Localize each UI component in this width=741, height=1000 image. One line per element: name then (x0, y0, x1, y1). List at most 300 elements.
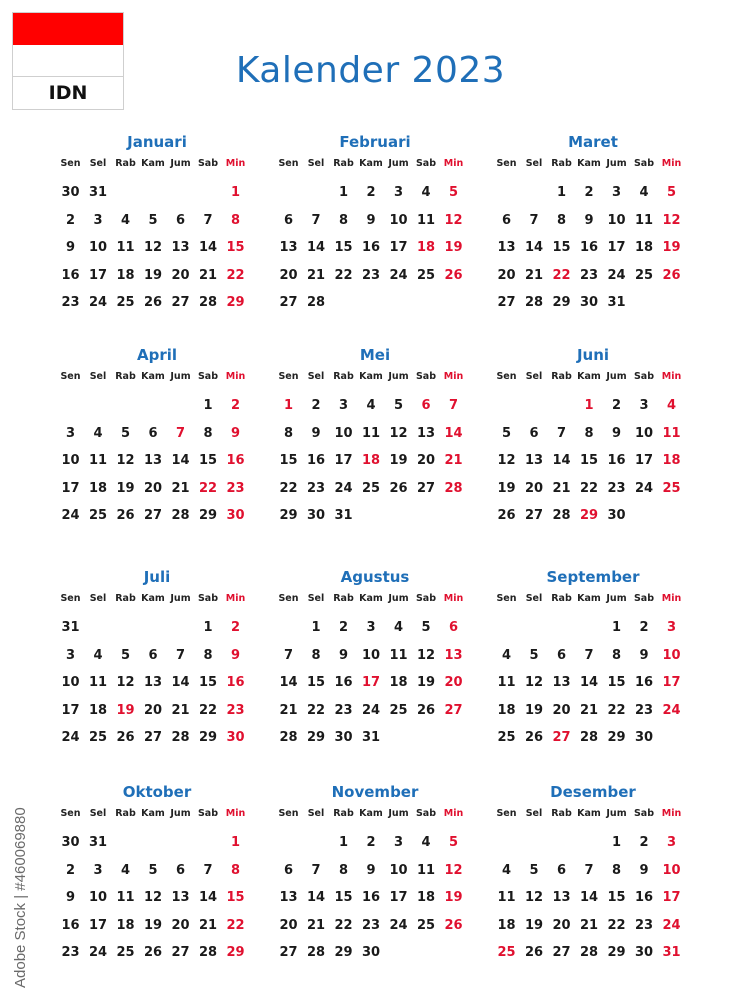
holiday-day: 7 (175, 425, 186, 441)
calendar-day: 27 (171, 295, 190, 311)
calendar-day: 7 (556, 425, 567, 441)
weekday-header: Jum (388, 158, 409, 169)
calendar-day: 8 (203, 425, 213, 441)
calendar-day: 7 (584, 647, 594, 663)
calendar-day: 18 (497, 917, 516, 933)
calendar-day: 16 (634, 675, 654, 691)
calendar-day: 15 (552, 240, 571, 256)
calendar-day: 8 (584, 425, 594, 441)
month-name: Maret (568, 133, 618, 151)
calendar-day: 2 (65, 212, 76, 228)
calendar-day: 17 (607, 240, 626, 256)
calendar-day: 20 (524, 480, 544, 496)
holiday-day: 17 (662, 890, 681, 906)
calendar-day: 11 (88, 453, 108, 469)
calendar-day: 23 (61, 945, 80, 961)
weekday-header: Jum (606, 808, 627, 819)
calendar-day: 13 (524, 453, 544, 469)
calendar-day: 4 (501, 647, 512, 663)
calendar-day: 20 (171, 917, 190, 933)
flag-red-stripe (13, 13, 123, 45)
weekday-header: Jum (170, 371, 191, 382)
calendar-day: 8 (338, 212, 349, 228)
calendar-day: 14 (524, 240, 544, 256)
calendar-day: 8 (283, 425, 294, 441)
calendar-day: 16 (634, 890, 654, 906)
holiday-day: 19 (116, 702, 135, 718)
calendar-day: 16 (607, 453, 626, 469)
calendar-day: 26 (143, 295, 163, 311)
calendar-day: 24 (61, 508, 80, 524)
calendar-day: 8 (556, 212, 567, 228)
calendar-day: 9 (65, 240, 76, 256)
calendar-day: 7 (529, 212, 539, 228)
holiday-day: 25 (662, 480, 681, 496)
calendar-day: 8 (611, 862, 622, 878)
weekday-header: Sab (415, 158, 437, 169)
calendar-day: 16 (361, 240, 381, 256)
holiday-day: 9 (230, 425, 241, 441)
calendar-day: 5 (529, 647, 539, 663)
weekday-header: Sab (197, 371, 219, 382)
calendar-day: 18 (116, 917, 135, 933)
calendar-day: 2 (338, 620, 349, 635)
weekday-header: Rab (115, 808, 136, 819)
calendar-day: 11 (634, 212, 654, 228)
calendar-day: 26 (524, 730, 544, 746)
holiday-day: 13 (444, 647, 463, 663)
calendar-day: 10 (389, 862, 408, 878)
calendar-day: 17 (334, 453, 353, 469)
calendar-day: 26 (389, 480, 408, 496)
calendar-day: 4 (120, 212, 131, 228)
month-name: Januari (127, 133, 187, 151)
calendar-day: 20 (552, 702, 571, 718)
weekday-header: Sen (496, 158, 517, 169)
calendar-day: 28 (306, 295, 326, 311)
calendar-day: 17 (634, 453, 654, 469)
holiday-day: 16 (226, 675, 245, 691)
calendar-day: 29 (552, 295, 571, 311)
calendar-day: 9 (366, 212, 376, 228)
calendar-day: 3 (93, 212, 103, 228)
calendar-day: 4 (421, 835, 431, 850)
calendar-day: 20 (171, 267, 190, 283)
calendar-day: 17 (88, 267, 108, 283)
holiday-day: 29 (579, 508, 599, 524)
calendar-day: 29 (279, 508, 298, 524)
calendar-day: 14 (579, 675, 599, 691)
holiday-day: 22 (226, 267, 245, 283)
calendar-day: 28 (552, 508, 571, 524)
weekday-header: Jum (170, 158, 191, 169)
weekday-header: Sen (278, 593, 299, 604)
calendar-day: 6 (283, 862, 294, 878)
calendar-day: 20 (416, 453, 436, 469)
calendar-day: 23 (579, 267, 599, 283)
calendar-day: 11 (389, 647, 408, 663)
weekday-header: Jum (170, 593, 191, 604)
calendar-day: 20 (279, 267, 298, 283)
calendar-day: 20 (143, 480, 163, 496)
month-name: November (331, 783, 419, 801)
calendar-day: 31 (607, 295, 626, 311)
calendar-day: 18 (634, 240, 654, 256)
calendar-day: 10 (634, 425, 654, 441)
calendar-day: 23 (634, 702, 654, 718)
calendar-day: 29 (607, 945, 626, 961)
calendar-day: 14 (171, 453, 190, 469)
calendar-day: 6 (529, 425, 539, 441)
calendar-day: 17 (389, 240, 408, 256)
calendar-day: 27 (497, 295, 516, 311)
month-name: Oktober (122, 783, 192, 801)
calendar-day: 29 (198, 508, 218, 524)
calendar-day: 27 (552, 945, 571, 961)
weekday-header: Sel (89, 593, 107, 604)
weekday-header: Sen (496, 808, 517, 819)
weekday-header: Sen (496, 371, 517, 382)
holiday-day: 20 (444, 675, 463, 691)
calendar-day: 24 (88, 945, 108, 961)
calendar-day: 21 (524, 267, 544, 283)
calendar-day: 28 (579, 945, 599, 961)
calendar-day: 5 (120, 647, 131, 663)
calendar-day: 2 (611, 398, 622, 413)
calendar-day: 5 (393, 398, 404, 413)
calendar-day: 7 (203, 862, 213, 878)
calendar-day: 27 (143, 730, 163, 746)
calendar-day: 11 (416, 862, 436, 878)
calendar-day: 15 (198, 453, 218, 469)
calendar-day: 6 (283, 212, 294, 228)
calendar-day: 23 (306, 480, 326, 496)
weekday-header: Rab (333, 808, 354, 819)
month-name: Juli (143, 568, 171, 586)
holiday-day: 19 (662, 240, 681, 256)
calendar-day: 3 (93, 862, 103, 878)
weekday-header: Sel (525, 158, 543, 169)
calendar-day: 10 (607, 212, 626, 228)
calendar-day: 4 (639, 185, 649, 200)
calendar-day: 12 (143, 240, 163, 256)
holiday-day: 15 (226, 890, 245, 906)
calendar-day: 27 (171, 945, 190, 961)
calendar-day: 2 (311, 398, 321, 413)
weekday-header: Kam (141, 593, 165, 604)
holiday-day: 5 (448, 185, 459, 200)
calendar-day: 17 (88, 917, 108, 933)
holiday-day: 1 (283, 398, 294, 413)
holiday-day: 26 (662, 267, 681, 283)
weekday-header: Sel (89, 158, 107, 169)
weekday-header: Min (661, 371, 682, 382)
weekday-header: Rab (115, 371, 136, 382)
weekday-header: Sen (60, 158, 81, 169)
weekday-header: Sab (633, 371, 655, 382)
holiday-day: 19 (444, 890, 463, 906)
month-name: Mei (359, 346, 391, 364)
calendar-day: 9 (611, 425, 622, 441)
calendar-day: 6 (501, 212, 512, 228)
calendar-day: 31 (361, 730, 381, 746)
calendar-day: 25 (416, 917, 436, 933)
calendar-day: 8 (203, 647, 213, 663)
calendar-day: 13 (171, 240, 190, 256)
calendar-day: 23 (634, 917, 654, 933)
calendar-day: 6 (556, 647, 567, 663)
weekday-header: Min (661, 808, 682, 819)
calendar-day: 19 (524, 702, 544, 718)
calendar-day: 2 (584, 185, 594, 200)
weekday-header: Sen (278, 808, 299, 819)
calendar-day: 11 (497, 675, 516, 691)
weekday-header: Jum (388, 371, 409, 382)
weekday-header: Min (443, 371, 464, 382)
holiday-day: 5 (666, 185, 677, 200)
calendar-day: 1 (556, 185, 567, 200)
calendar-day: 5 (120, 425, 131, 441)
calendar-day: 23 (61, 295, 80, 311)
weekday-header: Kam (141, 371, 165, 382)
calendar-day: 7 (175, 647, 186, 663)
weekday-header: Rab (551, 158, 572, 169)
calendar-day: 5 (148, 212, 158, 228)
weekday-header: Sel (307, 371, 325, 382)
calendar-day: 30 (61, 835, 80, 850)
holiday-day: 22 (198, 480, 218, 496)
holiday-day: 1 (230, 835, 241, 850)
calendar-day: 30 (361, 945, 381, 961)
holiday-day: 24 (662, 917, 681, 933)
weekday-header: Sel (307, 808, 325, 819)
calendar-day: 9 (584, 212, 594, 228)
weekday-header: Sel (89, 808, 107, 819)
calendar-day: 24 (389, 917, 408, 933)
weekday-header: Min (443, 593, 464, 604)
calendar-day: 14 (198, 240, 218, 256)
calendar-day: 18 (116, 267, 135, 283)
holiday-day: 22 (552, 267, 571, 283)
calendar-day: 3 (639, 398, 649, 413)
calendar-day: 31 (334, 508, 353, 524)
calendar-day: 21 (171, 480, 190, 496)
holiday-day: 18 (416, 240, 436, 256)
weekday-header: Sen (278, 158, 299, 169)
holiday-day: 28 (444, 480, 463, 496)
calendar-day: 2 (639, 620, 649, 635)
weekday-header: Min (225, 593, 246, 604)
holiday-day: 29 (226, 295, 245, 311)
calendar-day: 22 (198, 702, 218, 718)
holiday-day: 10 (662, 862, 681, 878)
calendar-day: 12 (416, 647, 436, 663)
calendar-day: 28 (524, 295, 544, 311)
calendar-day: 22 (607, 702, 626, 718)
holiday-day: 31 (662, 945, 681, 961)
calendar-day: 15 (306, 675, 326, 691)
calendar-day: 11 (497, 890, 516, 906)
calendar-day: 4 (120, 862, 131, 878)
weekday-header: Sab (415, 808, 437, 819)
holiday-day: 27 (552, 730, 571, 746)
weekday-header: Min (225, 808, 246, 819)
holiday-day: 1 (584, 398, 594, 413)
holiday-day: 22 (226, 917, 245, 933)
calendar-day: 29 (607, 730, 626, 746)
holiday-day: 3 (666, 835, 677, 850)
weekday-header: Sen (496, 593, 517, 604)
calendar-day: 1 (611, 835, 622, 850)
calendar-day: 22 (334, 267, 353, 283)
calendar-day: 24 (334, 480, 353, 496)
calendar-day: 24 (389, 267, 408, 283)
calendar-day: 11 (116, 240, 135, 256)
calendar-day: 22 (334, 917, 353, 933)
calendar-day: 3 (611, 185, 622, 200)
weekday-header: Jum (170, 808, 191, 819)
holiday-day: 16 (226, 453, 245, 469)
calendar-day: 7 (203, 212, 213, 228)
calendar-day: 23 (607, 480, 626, 496)
calendar-day: 31 (61, 620, 80, 635)
holiday-day: 30 (226, 730, 245, 746)
calendar-day: 19 (143, 267, 163, 283)
calendar-day: 1 (338, 835, 349, 850)
calendar-day: 10 (88, 240, 108, 256)
calendar-day: 18 (88, 480, 108, 496)
calendar-day: 15 (279, 453, 298, 469)
holiday-day: 23 (226, 702, 245, 718)
weekday-header: Min (661, 158, 682, 169)
calendar-day: 25 (88, 508, 108, 524)
calendar-day: 3 (65, 425, 76, 441)
calendar-day: 29 (334, 945, 353, 961)
holiday-day: 7 (448, 398, 459, 413)
weekday-header: Rab (115, 593, 136, 604)
calendar-day: 13 (171, 890, 190, 906)
weekday-header: Kam (359, 158, 383, 169)
calendar-day: 30 (61, 185, 80, 200)
calendar-day: 27 (524, 508, 544, 524)
calendar-day: 22 (579, 480, 599, 496)
calendar-day: 10 (88, 890, 108, 906)
weekday-header: Jum (388, 593, 409, 604)
holiday-day: 2 (230, 398, 241, 413)
holiday-day: 17 (361, 675, 381, 691)
calendar-day: 4 (501, 862, 512, 878)
calendar-day: 21 (279, 702, 298, 718)
calendar-day: 28 (171, 730, 190, 746)
weekday-header: Kam (577, 158, 601, 169)
calendar-day: 7 (311, 212, 321, 228)
calendar-day: 19 (524, 917, 544, 933)
calendar-day: 5 (501, 425, 512, 441)
calendar-day: 27 (143, 508, 163, 524)
calendar-day: 2 (65, 862, 76, 878)
calendar-day: 6 (175, 212, 186, 228)
calendar-day: 28 (171, 508, 190, 524)
holiday-day: 30 (226, 508, 245, 524)
calendar-day: 14 (198, 890, 218, 906)
calendar-day: 15 (579, 453, 599, 469)
calendar-day: 19 (389, 453, 408, 469)
page-title: Kalender 2023 (235, 50, 506, 91)
calendar-day: 22 (306, 702, 326, 718)
calendar-day: 15 (198, 675, 218, 691)
calendar-day: 23 (361, 917, 381, 933)
month-name: April (136, 346, 178, 364)
holiday-day: 12 (444, 862, 463, 878)
calendar-day: 13 (279, 890, 298, 906)
weekday-header: Min (661, 593, 682, 604)
calendar-day: 20 (497, 267, 516, 283)
weekday-header: Sen (60, 371, 81, 382)
calendar-day: 26 (524, 945, 544, 961)
weekday-header: Min (443, 158, 464, 169)
holiday-day: 9 (230, 647, 241, 663)
calendar-day: 9 (639, 862, 649, 878)
calendar-day: 9 (639, 647, 649, 663)
weekday-header: Rab (115, 158, 136, 169)
calendar-day: 9 (366, 862, 376, 878)
calendar-day: 30 (634, 945, 654, 961)
calendar-day: 3 (338, 398, 349, 413)
calendar-day: 4 (366, 398, 376, 413)
calendar-day: 16 (306, 453, 326, 469)
holiday-day: 12 (662, 212, 681, 228)
calendar-day: 2 (366, 835, 376, 850)
calendar-day: 25 (416, 267, 436, 283)
calendar-day: 29 (306, 730, 326, 746)
calendar-day: 30 (306, 508, 326, 524)
calendar-day: 31 (88, 185, 108, 200)
calendar-day: 6 (175, 862, 186, 878)
calendar-day: 11 (116, 890, 135, 906)
calendar-day: 10 (334, 425, 353, 441)
calendar-day: 28 (279, 730, 298, 746)
calendar-day: 30 (607, 508, 626, 524)
calendar-day: 15 (607, 890, 626, 906)
weekday-header: Kam (141, 158, 165, 169)
calendar-day: 20 (143, 702, 163, 718)
calendar-day: 24 (61, 730, 80, 746)
calendar-day: 25 (389, 702, 408, 718)
calendar-day: 7 (584, 862, 594, 878)
holiday-day: 5 (448, 835, 459, 850)
calendar-day: 25 (634, 267, 654, 283)
calendar-day: 3 (65, 647, 76, 663)
weekday-header: Kam (359, 808, 383, 819)
calendar-day: 26 (116, 730, 135, 746)
calendar-day: 6 (148, 647, 158, 663)
calendar-day: 12 (524, 675, 544, 691)
country-code: IDN (48, 82, 88, 104)
calendar-day: 14 (306, 240, 326, 256)
weekday-header: Jum (606, 158, 627, 169)
calendar-day: 13 (416, 425, 436, 441)
calendar-day: 8 (338, 862, 349, 878)
calendar-day: 16 (61, 917, 80, 933)
holiday-day: 21 (444, 453, 463, 469)
calendar-day: 8 (311, 647, 321, 663)
weekday-header: Rab (333, 158, 354, 169)
calendar-day: 21 (198, 267, 218, 283)
calendar-day: 14 (579, 890, 599, 906)
weekday-header: Min (225, 158, 246, 169)
calendar-day: 21 (306, 267, 326, 283)
month-name: Agustus (340, 568, 410, 586)
